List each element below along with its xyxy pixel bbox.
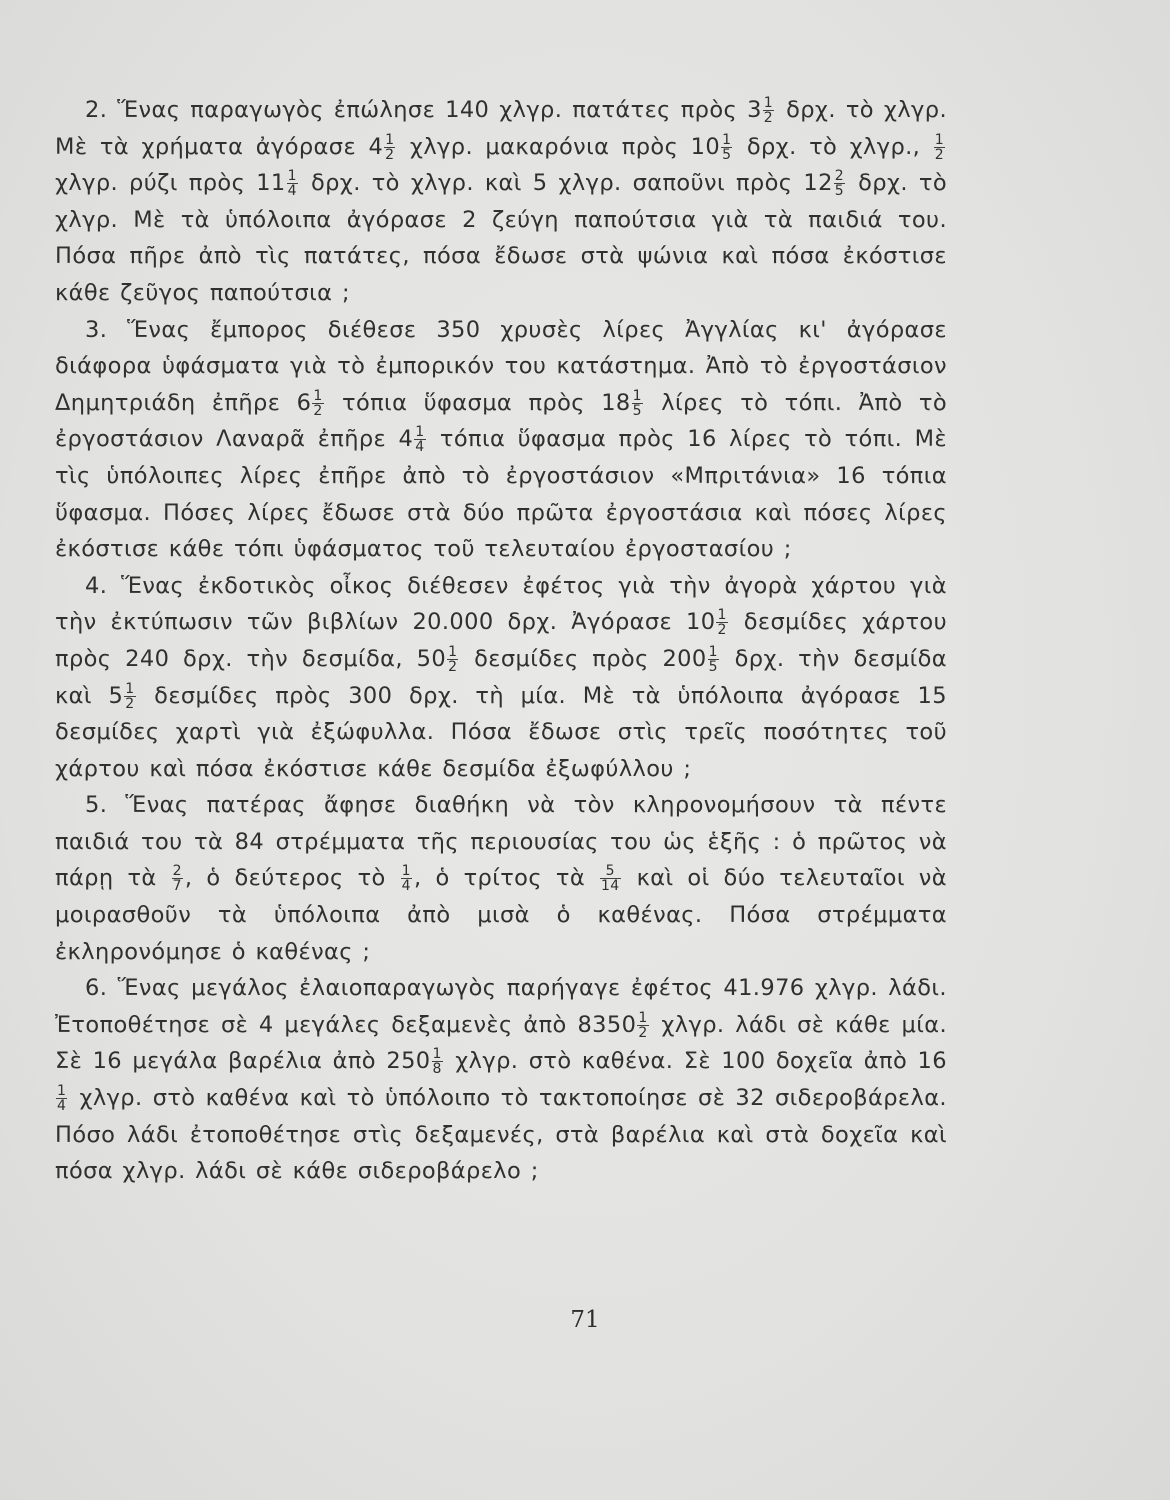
fraction-denominator: 7 xyxy=(172,878,182,895)
fraction-denominator: 5 xyxy=(708,658,718,675)
fraction-numerator: 2 xyxy=(172,863,182,880)
text-run: δρχ. τὸ χλγρ. καὶ 5 χλγρ. σαποῦνι πρὸς 12 xyxy=(299,170,833,197)
problem-2 xyxy=(55,92,947,312)
fraction-numerator: 1 xyxy=(287,168,297,185)
fraction-denominator: 5 xyxy=(722,146,732,163)
fraction xyxy=(124,682,135,711)
fraction xyxy=(312,389,323,418)
problem-3 xyxy=(55,312,947,568)
fraction-numerator: 1 xyxy=(934,131,944,148)
fraction-numerator: 1 xyxy=(385,131,395,148)
fraction-denominator: 5 xyxy=(834,183,845,200)
text-run: καὶ οἱ δύο τελευταῖοι νὰ μοιρασθοῦν τὰ ὑπόλοιπα ἀπὸ μισὰ ὁ καθένας. Πόσα στρέμματα ἐκληρονόμησε ὁ καθένας ; xyxy=(55,865,947,965)
fraction-numerator: 1 xyxy=(432,1046,442,1063)
fraction-denominator: 14 xyxy=(601,878,620,895)
text-run: τόπια ὕφασμα πρὸς 18 xyxy=(325,389,631,416)
fraction-denominator: 2 xyxy=(385,146,395,163)
fraction xyxy=(414,425,425,454)
fraction-numerator: 2 xyxy=(834,168,845,185)
fraction xyxy=(637,1011,648,1040)
problem-6 xyxy=(55,970,947,1190)
text-run: δεσμίδες πρὸς 200 xyxy=(460,645,707,672)
fraction-numerator: 1 xyxy=(125,680,135,697)
fraction xyxy=(600,864,621,893)
fraction xyxy=(721,133,732,162)
fraction-numerator: 1 xyxy=(313,387,323,404)
text-run: λίρες τὸ τόπι. Ἀπὸ τὸ ἐργοστάσιον Λαναρᾶ ἐπῆρε 4 xyxy=(55,389,948,453)
text-run: 6. Ἕνας μεγάλος ἐλαιοπαραγωγὸς παρήγαγε ἐφέτος 41.976 χλγρ. λάδι. Ἐτοποθέτησε σὲ 4 μεγάλες δεξαμενὲς ἀπὸ 8350 xyxy=(55,975,947,1038)
text-run: χλγρ. στὸ καθένα καὶ τὸ ὑπόλοιπο τὸ τακτοποίησε σὲ 32 σιδεροβάρελα. Πόσο λάδι ἐτοποθέτησε στὶς δεξαμενές, στὰ βαρέλια καὶ στὰ δοχεῖα καὶ πόσα χλγρ. λάδι σὲ κάθε σιδεροβάρελο ; xyxy=(55,1085,947,1185)
fraction-numerator: 5 xyxy=(600,864,621,879)
text-run: 5. Ἕνας πατέρας ἄφησε διαθήκη νὰ τὸν κληρονομήσουν τὰ πέντε παιδιά του τὰ 84 στρέμματα τῆς περιουσίας του ὡς ἑξῆς : ὁ πρῶτος νὰ πάρῃ τὰ xyxy=(55,792,947,892)
fraction-numerator: 1 xyxy=(763,95,774,111)
fraction xyxy=(934,133,945,162)
text-run: χλγρ. μακαρόνια πρὸς 10 xyxy=(397,133,721,160)
fraction xyxy=(763,96,774,125)
fraction xyxy=(708,645,719,674)
text-run: χλγρ. ρύζι πρὸς 11 xyxy=(55,170,286,197)
text-run: , ὁ δεύτερος τὸ xyxy=(184,865,400,892)
fraction-denominator: 2 xyxy=(125,695,135,712)
text-run: χλγρ. στὸ καθένα. Σὲ 100 δοχεῖα ἀπὸ 16 xyxy=(444,1048,947,1075)
fraction-denominator: 2 xyxy=(934,146,944,163)
fraction-denominator: 4 xyxy=(401,878,411,895)
fraction-numerator: 1 xyxy=(57,1083,67,1100)
fraction-denominator: 8 xyxy=(432,1061,442,1078)
fraction-numerator: 1 xyxy=(448,643,458,660)
fraction-denominator: 2 xyxy=(448,658,458,675)
problems-text xyxy=(55,92,947,1190)
fraction-numerator: 1 xyxy=(632,387,642,404)
fraction xyxy=(56,1084,67,1113)
fraction-numerator: 1 xyxy=(708,643,718,660)
fraction-numerator: 1 xyxy=(638,1009,648,1026)
fraction xyxy=(716,608,727,637)
text-run: δεσμίδες χάρτου πρὸς 240 δρχ. τὴν δεσμίδα, 50 xyxy=(55,609,947,672)
fraction xyxy=(287,169,298,198)
page-number: 71 xyxy=(570,1307,600,1333)
fraction xyxy=(432,1047,443,1076)
problem-4 xyxy=(55,568,947,788)
text-run: 3. Ἕνας ἔμπορος διέθεσε 350 χρυσὲς λίρες Ἀγγλίας κι' ἀγόρασε διάφορα ὑφάσματα γιὰ τὸ ἐμπορικόν του κατάστημα. Ἀπὸ τὸ ἐργοστάσιον Δημητριάδη ἐπῆρε 6 xyxy=(55,316,947,416)
fraction xyxy=(447,645,458,674)
fraction-numerator: 1 xyxy=(722,131,732,148)
fraction-denominator: 4 xyxy=(57,1098,67,1115)
fraction xyxy=(834,169,845,198)
fraction-numerator: 1 xyxy=(415,424,425,441)
fraction-numerator: 1 xyxy=(401,863,411,880)
text-run: δεσμίδες πρὸς 300 δρχ. τὴ μία. Μὲ τὰ ὑπόλοιπα ἀγόρασε 15 δεσμίδες χαρτὶ γιὰ ἐξώφυλλα. Πόσα ἔδωσε στὶς τρεῖς ποσότητες τοῦ χάρτου καὶ πόσα ἐκόστισε κάθε δεσμίδα ἐξωφύλλου ; xyxy=(55,682,947,782)
fraction xyxy=(401,864,412,893)
text-run: τόπια ὕφασμα πρὸς 16 λίρες τὸ τόπι. Μὲ τὶς ὑπόλοιπες λίρες ἐπῆρε ἀπὸ τὸ ἐργοστάσιον «Μπριτάνια» 16 τόπια ὕφασμα. Πόσες λίρες ἔδωσε στὰ δύο πρῶτα ἐργοστάσια καὶ πόσες λίρες ἐκόστισε κάθε τόπι ὑφάσματος τοῦ τελευταίου ἐργοστασίου ; xyxy=(55,426,947,563)
text-run: δρχ. τὸ χλγρ. Μὲ τὰ ὑπόλοιπα ἀγόρασε 2 ζεύγη παπούτσια γιὰ τὰ παιδιά του. Πόσα πῆρε ἀπὸ τὶς πατάτες, πόσα ἔδωσε στὰ ψώνια καὶ πόσα ἐκόστισε κάθε ζεῦγος παπούτσια ; xyxy=(55,170,948,306)
text-run: , ὁ τρίτος τὰ xyxy=(413,865,599,892)
text-run: 2. Ἕνας παραγωγὸς ἐπώλησε 140 χλγρ. πατάτες πρὸς 3 xyxy=(85,97,762,123)
text-run: χλγρ. λάδι σὲ κάθε μία. Σὲ 16 μεγάλα βαρέλια ἀπὸ 250 xyxy=(55,1011,947,1075)
fraction-numerator: 1 xyxy=(717,607,727,624)
fraction-denominator: 4 xyxy=(287,183,297,200)
fraction-denominator: 2 xyxy=(313,402,323,419)
fraction xyxy=(384,133,395,162)
fraction-denominator: 5 xyxy=(632,402,642,419)
fraction xyxy=(172,864,183,893)
text-run: 4. Ἕνας ἐκδοτικὸς οἶκος διέθεσεν ἐφέτος γιὰ τὴν ἀγορὰ χάρτου γιὰ τὴν ἐκτύπωσιν τῶν βιβλίων 20.000 δρχ. Ἀγόρασε 10 xyxy=(55,572,947,636)
text-run: δρχ. τὸ χλγρ., xyxy=(734,133,933,160)
fraction xyxy=(632,389,643,418)
problem-5 xyxy=(55,787,947,970)
text-run: δρχ. τὴν δεσμίδα καὶ 5 xyxy=(55,645,947,709)
fraction-denominator: 2 xyxy=(638,1024,648,1041)
text-run: δρχ. τὸ χλγρ. Μὲ τὰ χρήματα ἀγόρασε 4 xyxy=(55,97,947,160)
fraction-denominator: 2 xyxy=(717,622,727,639)
fraction-denominator: 4 xyxy=(415,439,425,456)
fraction-denominator: 2 xyxy=(763,110,774,126)
